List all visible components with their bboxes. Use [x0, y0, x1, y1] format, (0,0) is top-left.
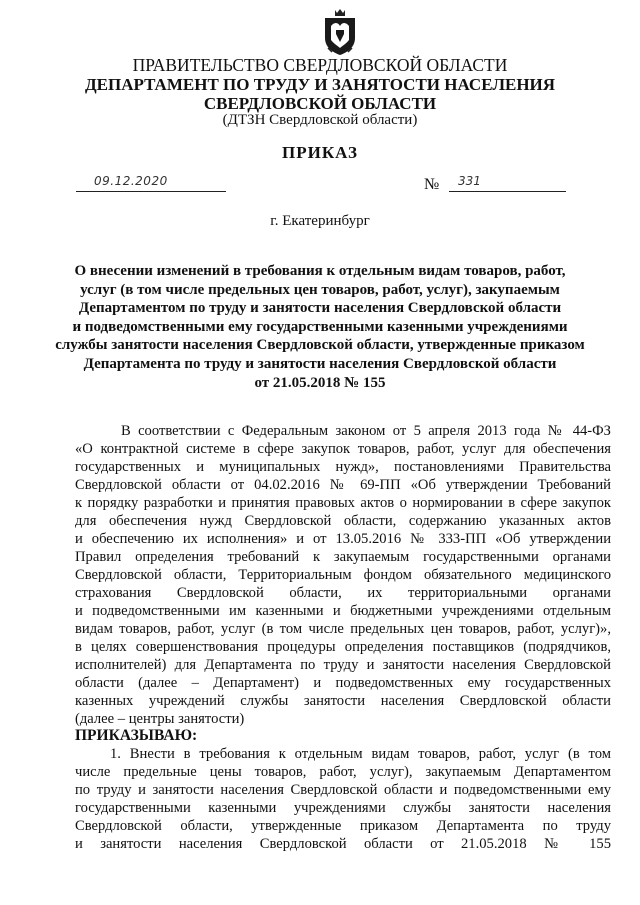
coat-of-arms-icon	[322, 8, 358, 56]
item-line: 1. Внести в требования к отдельным видам товаров, работ, услуг (в том	[110, 746, 611, 762]
body-line: Свердловской области от 04.02.2016 № 69-ПП «Об утверждении Требований	[75, 477, 611, 493]
body-line: для обеспечения нужд Свердловской области, содержанию указанных актов	[75, 513, 611, 529]
subject-line: О внесении изменений в требования к отдельным видам товаров, работ,	[74, 263, 566, 279]
body-line: государственных и муниципальных нужд», постановлениями Правительства	[75, 459, 611, 475]
government-name: ПРАВИТЕЛЬСТВО СВЕРДЛОВСКОЙ ОБЛАСТИ	[132, 55, 508, 75]
body-line: «О контрактной системе в сфере закупок товаров, работ, услуг для обеспечения	[75, 441, 611, 457]
item-line: государственными казенными учреждениями службы занятости населения	[75, 800, 611, 816]
item-line: Свердловской области, утвержденные приказом Департамента по труду	[75, 818, 611, 834]
body-line: Свердловской области, Территориальным фондом обязательного медицинского	[75, 567, 611, 583]
body-line: казенных учреждений службы занятости населения Свердловской области	[75, 693, 611, 709]
subject-line: и подведомственными ему государственными казенными учреждениями	[72, 318, 568, 335]
item-line: по труду и занятости населения Свердловской области и подведомственными ему	[75, 782, 611, 798]
body-line: в целях совершенствования процедуры определения поставщиков (подрядчиков,	[75, 639, 611, 655]
subject-line: Департамента по труду и занятости населения Свердловской области	[83, 355, 557, 372]
date-underline	[76, 191, 226, 192]
order-number: 331	[458, 174, 481, 188]
body-line: Правил определения требований к закупаемым государственными органами	[75, 549, 611, 565]
body-line: и подведомственными им казенными и бюджетными учреждениями отдельным	[75, 603, 611, 619]
department-abbreviation: (ДТЗН Свердловской области)	[222, 112, 418, 128]
department-name: ДЕПАРТАМЕНТ ПО ТРУДУ И ЗАНЯТОСТИ НАСЕЛЕНИЯ	[84, 75, 556, 94]
document-title: ПРИКАЗ	[282, 143, 358, 162]
body-line: области (далее – Департамент) и подведомственных ему государственных	[75, 675, 611, 691]
subject-line: службы занятости населения Свердловской области, утвержденные приказом	[55, 337, 585, 354]
body-line: В соответствии с Федеральным законом от 5 апреля 2013 года № 44-ФЗ	[121, 423, 611, 439]
subject-line: услуг (в том числе предельных цен товаров, работ, услуг), закупаемым	[80, 281, 560, 298]
subject-line: от 21.05.2018 № 155	[254, 374, 386, 391]
number-underline	[449, 191, 566, 192]
body-line: страхования Свердловской области, их территориальными органами	[75, 585, 611, 601]
city: г. Екатеринбург	[270, 213, 370, 229]
order-number-label: №	[424, 176, 440, 193]
order-subject	[0, 262, 640, 392]
body-line: и обеспечению их исполнения» и от 13.05.2016 № 333-ПП «Об утверждении	[75, 531, 611, 547]
body-line: видам товаров, работ, услуг (в том числе предельных цен товаров, работ, услуг)»,	[75, 621, 611, 637]
department-region: СВЕРДЛОВСКОЙ ОБЛАСТИ	[203, 94, 437, 113]
body-line: (далее – центры занятости)	[75, 711, 245, 727]
body-line: к порядку разработки и принятия правовых актов о нормировании в сфере закупок	[75, 495, 611, 511]
order-date: 09.12.2020	[94, 174, 168, 188]
item-line: числе предельные цены товаров, работ, услуг), закупаемым Департаментом	[75, 764, 611, 780]
order-command: ПРИКАЗЫВАЮ:	[75, 727, 198, 744]
subject-line: Департаментом по труду и занятости населения Свердловской области	[78, 300, 562, 317]
body-line: исполнителей) для Департамента по труду и занятости населения Свердловской	[75, 657, 611, 673]
item-line: и занятости населения Свердловской области от 21.05.2018 № 155	[75, 836, 611, 852]
